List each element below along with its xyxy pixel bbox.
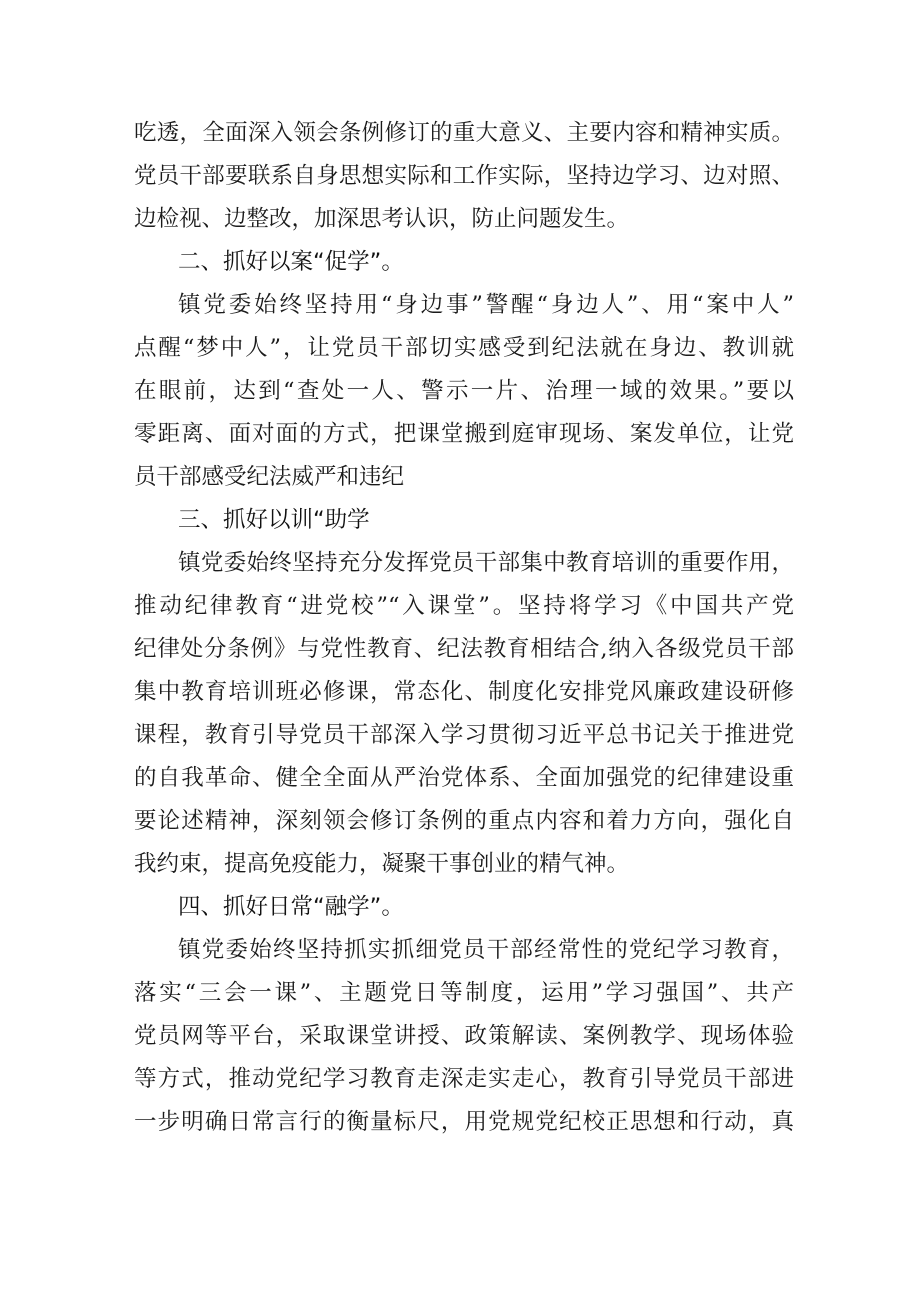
paragraph-line: 吃透，全面深入领会条例修订的重大意义、主要内容和精神实质。 bbox=[134, 120, 794, 146]
paragraph-line: 等方式，推动党纪学习教育走深走实走心，教育引导党员干部进 bbox=[134, 1066, 794, 1092]
paragraph-line: 镇党委始终坚持充分发挥党员干部集中教育培训的重要作用， bbox=[178, 550, 794, 576]
paragraph-line: 边检视、边整改，加深思考认识，防止问题发生。 bbox=[134, 206, 630, 232]
paragraph-line: 的自我革命、健全全面从严治党体系、全面加强党的纪律建设重 bbox=[134, 765, 794, 791]
document-body bbox=[134, 112, 794, 1144]
section-heading: 二、抓好以案“促学”。 bbox=[178, 249, 404, 275]
paragraph-line: 要论述精神，深刻领会修订条例的重点内容和着力方向，强化自 bbox=[134, 808, 794, 834]
paragraph-line: 党员干部要联系自身思想实际和工作实际，坚持边学习、边对照、 bbox=[134, 163, 794, 189]
section-heading: 四、抓好日常“融学”。 bbox=[178, 894, 404, 920]
paragraph-line: 点醒“梦中人”，让党员干部切实感受到纪法就在身边、教训就 bbox=[134, 335, 794, 361]
section-heading: 三、抓好以训“助学 bbox=[178, 507, 370, 533]
body-paragraph bbox=[134, 112, 794, 241]
body-paragraph bbox=[134, 542, 794, 886]
body-paragraph bbox=[134, 929, 794, 1144]
paragraph-line: 员干部感受纪法威严和违纪 bbox=[134, 464, 405, 490]
paragraph-line: 推动纪律教育“进党校”“入课堂”。坚持将学习《中国共产党 bbox=[134, 593, 794, 619]
body-paragraph bbox=[134, 284, 794, 499]
paragraph-line: 落实“三会一课”、主题党日等制度，运用”学习强国”、共产 bbox=[134, 980, 794, 1006]
paragraph-line: 镇党委始终坚持用“身边事”警醒“身边人”、用“案中人” bbox=[178, 292, 794, 318]
paragraph-line: 课程，教育引导党员干部深入学习贯彻习近平总书记关于推进党 bbox=[134, 722, 794, 748]
paragraph-line: 镇党委始终坚持抓实抓细党员干部经常性的党纪学习教育， bbox=[178, 937, 794, 963]
paragraph-line: 一步明确日常言行的衡量标尺，用党规党纪校正思想和行动，真 bbox=[134, 1109, 794, 1135]
paragraph-line: 零距离、面对面的方式，把课堂搬到庭审现场、案发单位，让党 bbox=[134, 421, 794, 447]
paragraph-line: 纪律处分条例》与党性教育、纪法教育相结合,纳入各级党员干部 bbox=[134, 636, 794, 662]
paragraph-line: 我约束，提高免疫能力，凝聚干事创业的精气神。 bbox=[134, 851, 630, 877]
paragraph-line: 在眼前，达到“查处一人、警示一片、治理一域的效果。”要以 bbox=[134, 378, 794, 404]
paragraph-line: 集中教育培训班必修课，常态化、制度化安排党风廉政建设研修 bbox=[134, 679, 794, 705]
paragraph-line: 党员网等平台，采取课堂讲授、政策解读、案例教学、现场体验 bbox=[134, 1023, 794, 1049]
